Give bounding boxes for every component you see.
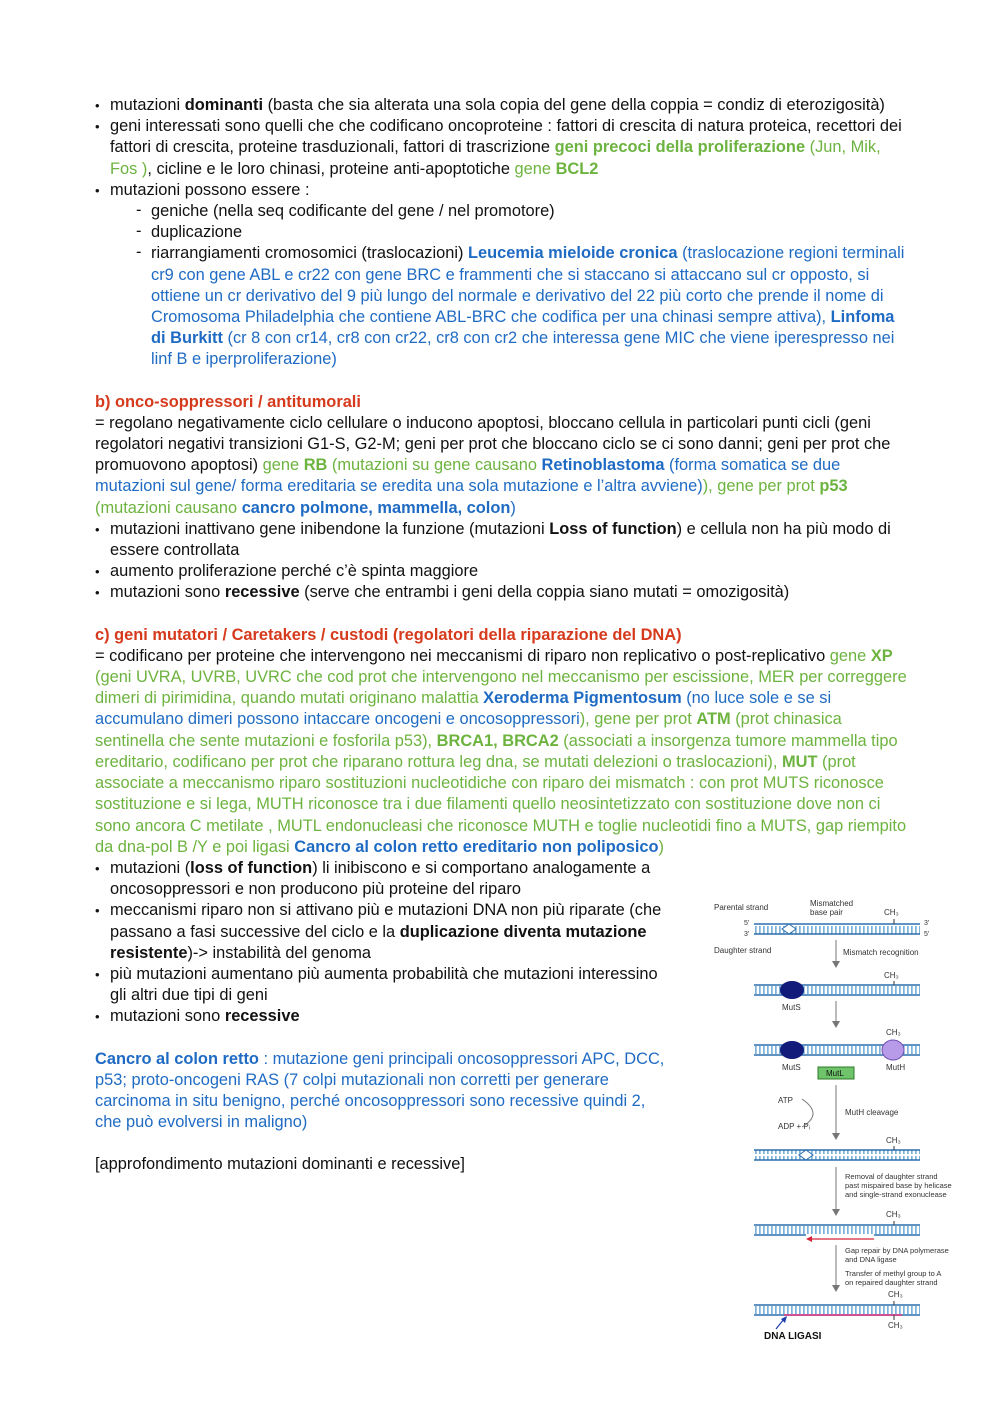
mismatched-label-1: Mismatched xyxy=(810,899,854,908)
mutl-label: MutL xyxy=(826,1069,844,1078)
mismatched-label-2: base pair xyxy=(810,908,843,917)
ch3-label: CH₃ xyxy=(888,1290,903,1299)
removal-label-3: and single-strand exonuclease xyxy=(845,1190,947,1199)
transfer-label-2: on repaired daughter strand xyxy=(845,1278,938,1287)
dna-strand-6 xyxy=(754,1301,920,1320)
recognition-label: Mismatch recognition xyxy=(843,948,919,957)
list-item: • mutazioni sono recessive xyxy=(95,1006,675,1027)
list-item: - duplicazione xyxy=(136,222,910,243)
oncogene-list xyxy=(95,95,910,371)
section-paragraph: = regolano negativamente ciclo cellulare o inducono apoptosi, bloccano cellula in particolari punti cicli (geni regolatori negativi transizioni G1-S, G2-M; geni per prot che bloccano ciclo se ci sono danni; geni per prot che promuovono apoptosi) gene RB (mutazioni su gene causano Retinoblastoma (forma somatica se due mutazioni sul gene/ forma ereditaria se eredita una sola mutazione e l’altra avviene)), gene per prot p53 (mutazioni causano cancro polmone, mammella, colon) xyxy=(95,413,891,517)
three-prime-label: 3' xyxy=(924,920,930,927)
muth-protein xyxy=(882,1040,904,1060)
removal-label-2: past mispaired base by helicase xyxy=(845,1181,952,1190)
list-item: • meccanismi riparo non si attivano più e mutazioni DNA non più riparate (che passano a fasi successive del ciclo e la duplicazione diventa mutazione resistente)-> instabilità del genoma xyxy=(95,900,675,964)
transfer-label-1: Transfer of methyl group to A xyxy=(845,1269,942,1278)
gap-label-1: Gap repair by DNA polymerase xyxy=(845,1246,949,1255)
cleavage-label: MutH cleavage xyxy=(845,1108,899,1117)
list-item: • più mutazioni aumentano più aumenta probabilità che mutazioni interessino gli altri due tipi di geni xyxy=(95,964,675,1006)
mutation-types-list xyxy=(110,201,910,371)
list-item: • mutazioni sono recessive (serve che entrambi i geni della coppia siano mutati = omozigosità) xyxy=(95,582,910,603)
dna-strand-4 xyxy=(754,1146,920,1160)
dna-strand-2 xyxy=(754,981,920,999)
muth-label: MutH xyxy=(886,1063,906,1072)
colon-cancer-paragraph: Cancro al colon retto : mutazione geni principali oncosoppressori APC, DCC, p53; proto-oncogeni RAS (7 colpi mutazionali non corretti per generare carcinoma in situ benigno, perché oncosoppressori sono recessive quindi 2, che può evolversi in maligno) xyxy=(95,1049,665,1132)
parental-label: Parental strand xyxy=(714,903,769,912)
muts-label: MutS xyxy=(782,1003,801,1012)
atp-label: ATP xyxy=(778,1096,793,1105)
dna-strand-1 xyxy=(754,919,920,934)
mismatch-repair-diagram xyxy=(706,895,952,1342)
ch3-label: CH₃ xyxy=(884,908,899,917)
section-heading: c) geni mutatori / Caretakers / custodi (regolatori della riparazione del DNA) xyxy=(95,625,682,644)
list-item: • mutazioni inattivano gene inibendone la funzione (mutazioni Loss of function) e cellula non ha più modo di essere controllata xyxy=(95,519,910,561)
adp-label: ADP + Pᵢ xyxy=(778,1122,811,1131)
muts-label: MutS xyxy=(782,1063,801,1072)
mismatch-repair-figure xyxy=(706,895,952,1342)
oncosuppressor-list xyxy=(95,519,910,604)
ch3-label: CH₃ xyxy=(886,1210,901,1219)
muts-protein xyxy=(780,981,804,999)
list-item: • geni interessati sono quelli che che codificano oncoproteine : fattori di crescita di natura proteica, recettori dei fattori di crescita, proteine trasduzionali, fattori di trascrizione geni precoci della proliferazione (Jun, Mik, Fos ), cicline e le loro chinasi, proteine anti-apoptotiche gene BCL2 xyxy=(95,116,910,180)
removal-label-1: Removal of daughter strand xyxy=(845,1172,938,1181)
daughter-label: Daughter strand xyxy=(714,946,772,955)
three-prime-label: 3' xyxy=(744,931,750,938)
section-paragraph: = codificano per proteine che intervengono nei meccanismi di riparo non replicativo o post-replicativo gene XP (geni UVRA, UVRB, UVRC che cod prot che intervengono nel meccanismo per escissione, MER per correggere dimeri di pirimidina, quando mutati originano malattia Xeroderma Pigmentosum (no luce sole e se si accumulano dimeri possono intaccare oncogeni e oncosoppressori), gene per prot ATM (prot chinasica sentinella che sente mutazioni e fosforila p53), BRCA1, BRCA2 (associati a insorgenza tumore mammella tipo ereditario, codificano per prot che riparano rottura leg dna, se mutati delezioni o traslocazioni), MUT (prot associate a meccanismo riparo sostituzioni nucleotidiche con riparo dei mismatch : con prot MUTS riconosce sostituzione e si lega, MUTH riconosce tra i due filamenti quello neosintetizzato con sostituzione dove non ci sono ancora C metilate , MUTL endonucleasi che riconosce MUTH e toglie nucleotidi fino a MUTS, gap riempito da dna-pol B /Y e poi ligasi Cancro al colon retto ereditario non poliposico) xyxy=(95,646,907,856)
ch3-label: CH₃ xyxy=(888,1321,903,1330)
section-heading: b) onco-soppressori / antitumorali xyxy=(95,392,361,411)
list-item: - riarrangiamenti cromosomici (traslocazioni) Leucemia mieloide cronica (traslocazione regioni terminali cr9 con gene ABL e cr22 con gene BRC e frammenti che si staccano si attaccano sul cr opposto, si ottiene un cr derivativo del 9 più lungo del normale e derivativo del 22 più corto che prende il nome di Cromosoma Philadelphia che contiene ABL-BRC che codifica per una chinasi sempre attiva), Linfoma di Burkitt (cr 8 con cr14, cr8 con cr22, cr8 con cr2 che interessa gene MIC che viene iperespresso nei linf B e iperproliferazione) xyxy=(136,243,910,370)
list-item: - geniche (nella seq codificante del gene / nel promotore) xyxy=(136,201,910,222)
dna-ligase-label: DNA LIGASI xyxy=(764,1331,822,1342)
five-prime-label: 5' xyxy=(744,920,750,927)
caretaker-list xyxy=(95,858,675,1028)
list-item: • mutazioni dominanti (basta che sia alterata una sola copia del gene della coppia = condiz di eterozigosità) xyxy=(95,95,910,116)
list-item: • mutazioni (loss of function) li inibiscono e si comportano analogamente a oncosoppressori e non producono più proteine del riparo xyxy=(95,858,675,900)
dna-strand-5 xyxy=(754,1221,920,1242)
five-prime-label: 5' xyxy=(924,931,930,938)
ch3-label: CH₃ xyxy=(886,1136,901,1145)
muts-protein xyxy=(780,1041,804,1059)
ch3-label: CH₃ xyxy=(884,971,899,980)
list-item: • aumento proliferazione perché c’è spinta maggiore xyxy=(95,561,910,582)
section-oncosuppressors xyxy=(95,392,910,604)
gap-label-2: and DNA ligase xyxy=(845,1255,897,1264)
list-item: • mutazioni possono essere : - geniche (nella seq codificante del gene / nel promotore) - duplicazione - riarrangiamenti cromosomici (traslocazioni) Leucemia mieloide cronica (traslocazione regioni terminali cr9 con gene ABL e cr22 con gene BRC e frammenti che si staccano si attaccano sul cr opposto, si ottiene un cr derivativo del 9 più lungo del normale e derivativo del 22 più corto che prende il nome di Cromosoma Philadelphia che contiene ABL-BRC che codifica per una chinasi sempre attiva), Linfoma di Burkitt (cr 8 con cr14, cr8 con cr22, cr8 con cr2 che interessa gene MIC che viene iperespresso nei linf B e iperproliferazione) xyxy=(95,180,910,371)
footnote-link[interactable]: [approfondimento mutazioni dominanti e recessive] xyxy=(95,1155,465,1174)
ch3-label: CH₃ xyxy=(886,1028,901,1037)
